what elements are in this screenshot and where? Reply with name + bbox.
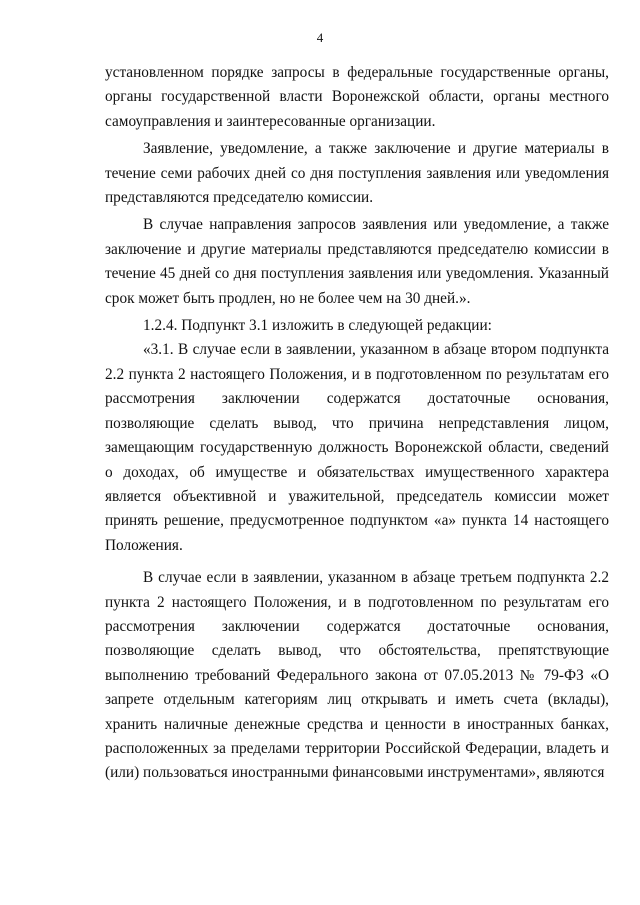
- paragraph-request-deadline: В случае направления запросов заявления или уведомление, а также заключение и другие материалы представляются председателю комиссии в течение 45 дней со дня поступления заявления или уведомления. Указанный срок может быть продлен, но не более чем на 30 дней.».: [105, 216, 609, 307]
- paragraph-requests: установленном порядке запросы в федеральные государственные органы, органы государственной власти Воронежской области, органы местного самоуправления и заинтересованные организации.: [105, 64, 609, 130]
- paragraph-subclause-heading: 1.2.4. Подпункт 3.1 изложить в следующей редакции:: [143, 317, 492, 335]
- paragraph-statement-submission: Заявление, уведомление, а также заключение и другие материалы в течение семи рабочих дней со дня поступления заявления или уведомления представляются председателю комиссии.: [105, 140, 609, 207]
- paragraph-clause-3-1-second: В случае если в заявлении, указанном в абзаце третьем подпункта 2.2 пункта 2 настоящего Положения, и в подготовленном по результатам его рассмотрения заключении содержатся достаточные основания, позволяющие сделать вывод, что обстоятельства, препятствующие выполнению требований Федерального закона от 07.05.2013 № 79-ФЗ «О запрете отдельным категориям лиц открывать и иметь счета (вклады), хранить наличные денежные средства и ценности в иностранных банках, расположенных за пределами территории Российской Федерации, владеть и (или) пользоваться иностранными финансовыми инструментами», являются: [105, 569, 609, 782]
- document-body: [105, 61, 609, 786]
- page-number: 4: [316, 30, 324, 45]
- paragraph-clause-3-1: «3.1. В случае если в заявлении, указанном в абзаце втором подпункта 2.2 пункта 2 настоящего Положения, и в подготовленном по результатам его рассмотрения заключении содержатся достаточные основания, позволяющие сделать вывод, что причина непредставления лицом, замещающим государственную должность Воронежской области, сведений о доходах, об имуществе и обязательствах имущественного характера является объективной и уважительной, председатель комиссии может принять решение, предусмотренное подпунктом «а» пункта 14 настоящего Положения.: [105, 341, 609, 554]
